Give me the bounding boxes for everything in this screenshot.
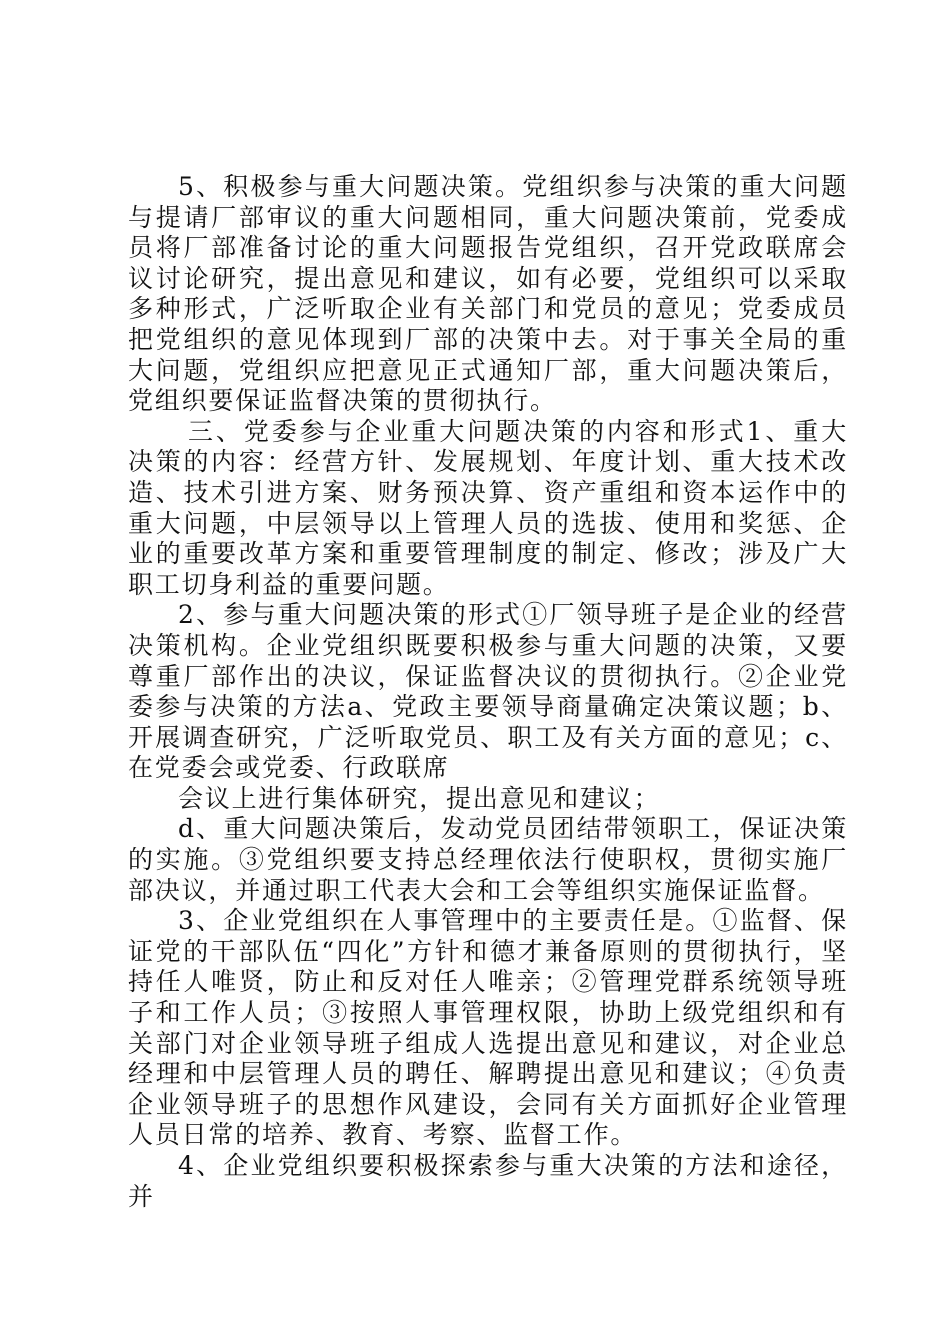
paragraph-item-d: d、重大问题决策后，发动党员团结带领职工，保证决策的实施。③党组织要支持总经理依法行使职权，贯彻实施厂部决议，并通过职工代表大会和工会等组织实施保证监督。 xyxy=(128,814,848,905)
paragraph-section-three: 三、党委参与企业重大问题决策的内容和形式1、重大决策的内容：经营方针、发展规划、年度计划、重大技术改造、技术引进方案、财务预决算、资产重组和资本运作中的重大问题，中层领导以上管理人员的选拔、使用和奖惩、企业的重要改革方案和重要管理制度的制定、修改；涉及广大职工切身利益的重要问题。 xyxy=(128,416,848,599)
paragraph-item-2-decision-forms: 2、参与重大问题决策的形式①厂领导班子是企业的经营决策机构。企业党组织既要积极参与重大问题的决策，又要尊重厂部作出的决议，保证监督决议的贯彻执行。②企业党委参与决策的方法a、党政主要领导商量确定决策议题；b、开展调查研究，广泛听取党员、职工及有关方面的意见；c、在党委会或党委、行政联席 xyxy=(128,600,848,783)
paragraph-meeting-research: 会议上进行集体研究，提出意见和建议； xyxy=(178,783,661,813)
paragraph-item-4-methods: 4、企业党组织要积极探索参与重大决策的方法和途径，并 xyxy=(128,1151,848,1211)
paragraph-item-5-major-decisions: 5、积极参与重大问题决策。党组织参与决策的重大问题与提请厂部审议的重大问题相同，重大问题决策前，党委成员将厂部准备讨论的重大问题报告党组织，召开党政联席会议讨论研究，提出意见和建议，如有必要，党组织可以采取多种形式，广泛听取企业有关部门和党员的意见；党委成员把党组织的意见体现到厂部的决策中去。对于事关全局的重大问题，党组织应把意见正式通知厂部，重大问题决策后，党组织要保证监督决策的贯彻执行。 xyxy=(128,172,848,416)
paragraph-item-3-personnel: 3、企业党组织在人事管理中的主要责任是。①监督、保证党的干部队伍“四化”方针和德才兼备原则的贯彻执行，坚持任人唯贤，防止和反对任人唯亲；②管理党群系统领导班子和工作人员；③按照人事管理权限，协助上级党组织和有关部门对企业领导班子组成人选提出意见和建议，对企业总经理和中层管理人员的聘任、解聘提出意见和建议；④负责企业领导班子的思想作风建设，会同有关方面抓好企业管理人员日常的培养、教育、考察、监督工作。 xyxy=(128,906,848,1150)
document-body xyxy=(128,172,848,1212)
